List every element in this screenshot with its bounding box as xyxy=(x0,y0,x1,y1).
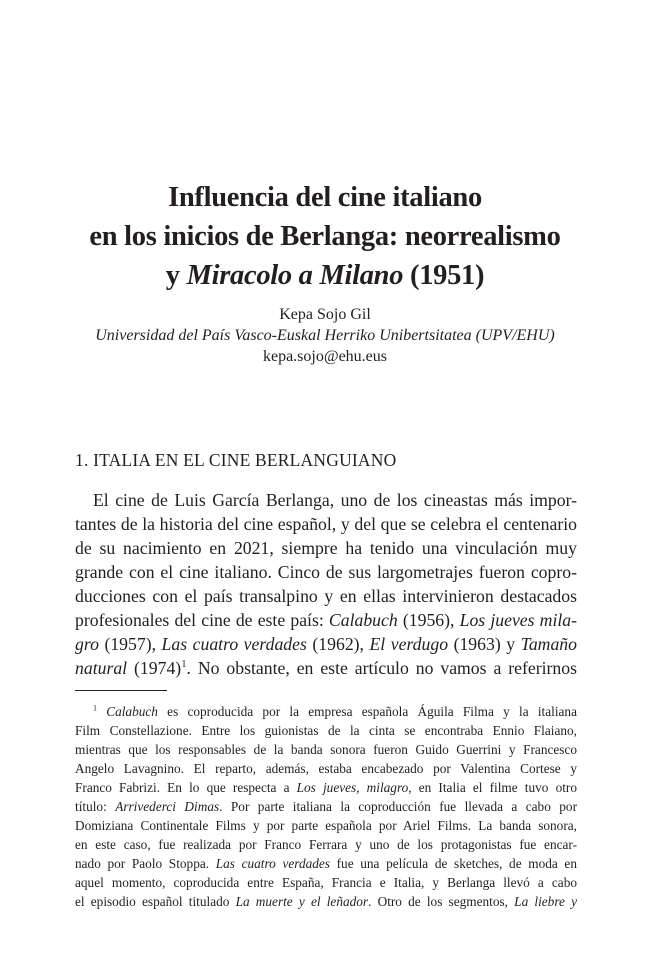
footnote-line: Film Constellazione. Entre los guionistas de la cinta se encontraba Ennio Flaiano, xyxy=(75,723,577,738)
title-line-3-prefix: y xyxy=(165,260,187,291)
footnote-text-run: el episodio español titulado xyxy=(75,894,236,909)
film-title: Tamaño xyxy=(520,634,577,654)
footnote-line xyxy=(75,778,577,797)
footnote-text-run: título: xyxy=(75,799,116,814)
film-title: natural xyxy=(75,658,128,678)
footnote-line: en este caso, fue realizada por Franco Ferrara y uno de los protagonistas fue encar- xyxy=(75,837,577,852)
footnote-line: Angelo Lavagnino. El reparto, además, estaba encabezado por Valentina Cortese y xyxy=(75,761,577,776)
body-line: grande con el cine italiano. Cinco de sus largometrajes fueron copro- xyxy=(75,562,577,582)
body-text-run: (1974) xyxy=(127,658,182,678)
footnote-marker: 1 xyxy=(93,703,97,713)
footnote-line xyxy=(75,702,577,721)
title-line-3 xyxy=(0,256,650,295)
author-email: kepa.sojo@ehu.eus xyxy=(262,348,388,365)
body-line xyxy=(75,656,577,680)
film-title: gro xyxy=(75,634,99,654)
section-heading: 1. ITALIA EN EL CINE BERLANGUIANO xyxy=(75,450,397,470)
article-title xyxy=(0,178,650,295)
footnote-line: aquel momento, coproducida entre España, Francia e Italia, y Berlanga llevó a cabo xyxy=(75,875,577,890)
body-text-run: profesionales del cine de este país: xyxy=(75,610,329,630)
title-film-name: Miracolo a Milano xyxy=(186,260,404,291)
author-block xyxy=(0,304,650,367)
footnote-text-run: . Otro de los segmentos, xyxy=(368,894,515,909)
body-paragraph xyxy=(75,488,577,680)
footnote-line: Domiziana Continentale Films y por parte española por Ariel Films. La banda sonora, xyxy=(75,818,577,833)
body-text-run: . No obstante, en este artículo no vamos a referirnos xyxy=(186,658,577,678)
footnote-text-run: . Por parte italiana la coproducción fue llevada a cabo por xyxy=(219,799,578,814)
footnote-line xyxy=(75,892,577,911)
body-line: ducciones con el país transalpino y en ellas intervinieron destacados xyxy=(75,586,577,606)
footnote-text-run: , en Italia el filme tuvo otro xyxy=(408,780,577,795)
author-affiliation: Universidad del País Vasco-Euskal Herriko Unibertsitatea (UPV/EHU) xyxy=(95,327,555,344)
film-title: Arrivederci Dimas xyxy=(115,799,220,814)
body-text-run: (1956), xyxy=(397,610,460,630)
body-text-run: (1963) y xyxy=(448,634,521,654)
film-title: La muerte y el leñador xyxy=(235,894,369,909)
film-title: Los jueves, milagro xyxy=(296,780,409,795)
footnote xyxy=(75,702,577,911)
film-title: El verdugo xyxy=(369,634,449,654)
body-text-run: (1962), xyxy=(306,634,370,654)
title-line-3-suffix: (1951) xyxy=(403,260,485,291)
film-title: Calabuch xyxy=(106,704,158,719)
footnote-text-run: Franco Fabrizi. En lo que respecta a xyxy=(75,780,297,795)
footnote-line xyxy=(75,797,577,816)
title-line-1: Influencia del cine italiano xyxy=(168,182,482,213)
film-title: Los jueves mila- xyxy=(459,610,578,630)
body-line: de su nacimiento en 2021, siempre ha tenido una vinculación muy xyxy=(75,538,577,558)
film-title: Las cuatro verdades xyxy=(215,856,330,871)
body-line xyxy=(75,632,577,656)
footnote-text-run: nado por Paolo Stoppa. xyxy=(75,856,216,871)
footnote-reference[interactable]: 1 xyxy=(181,659,187,671)
film-title: La liebre y xyxy=(514,894,577,909)
film-title: Las cuatro verdades xyxy=(161,634,307,654)
body-line xyxy=(75,608,577,632)
footnote-line xyxy=(75,854,577,873)
footnote-text-run: fue una película de sketches, de moda en xyxy=(329,856,577,871)
body-line: tantes de la historia del cine español, y del que se celebra el centenario xyxy=(75,514,577,534)
title-line-2: en los inicios de Berlanga: neorrealismo xyxy=(89,221,561,252)
film-title: Calabuch xyxy=(328,610,398,630)
footnote-text-run: es coproducida por la empresa española Águila Filma y la italiana xyxy=(157,704,577,719)
author-name: Kepa Sojo Gil xyxy=(279,306,371,323)
footnote-separator xyxy=(75,690,167,691)
footnote-line: mientras que los responsables de la banda sonora fueron Guido Guerrini y Francesco xyxy=(75,742,577,757)
body-line: El cine de Luis García Berlanga, uno de los cineastas más impor- xyxy=(93,490,577,510)
body-text-run: (1957), xyxy=(98,634,162,654)
